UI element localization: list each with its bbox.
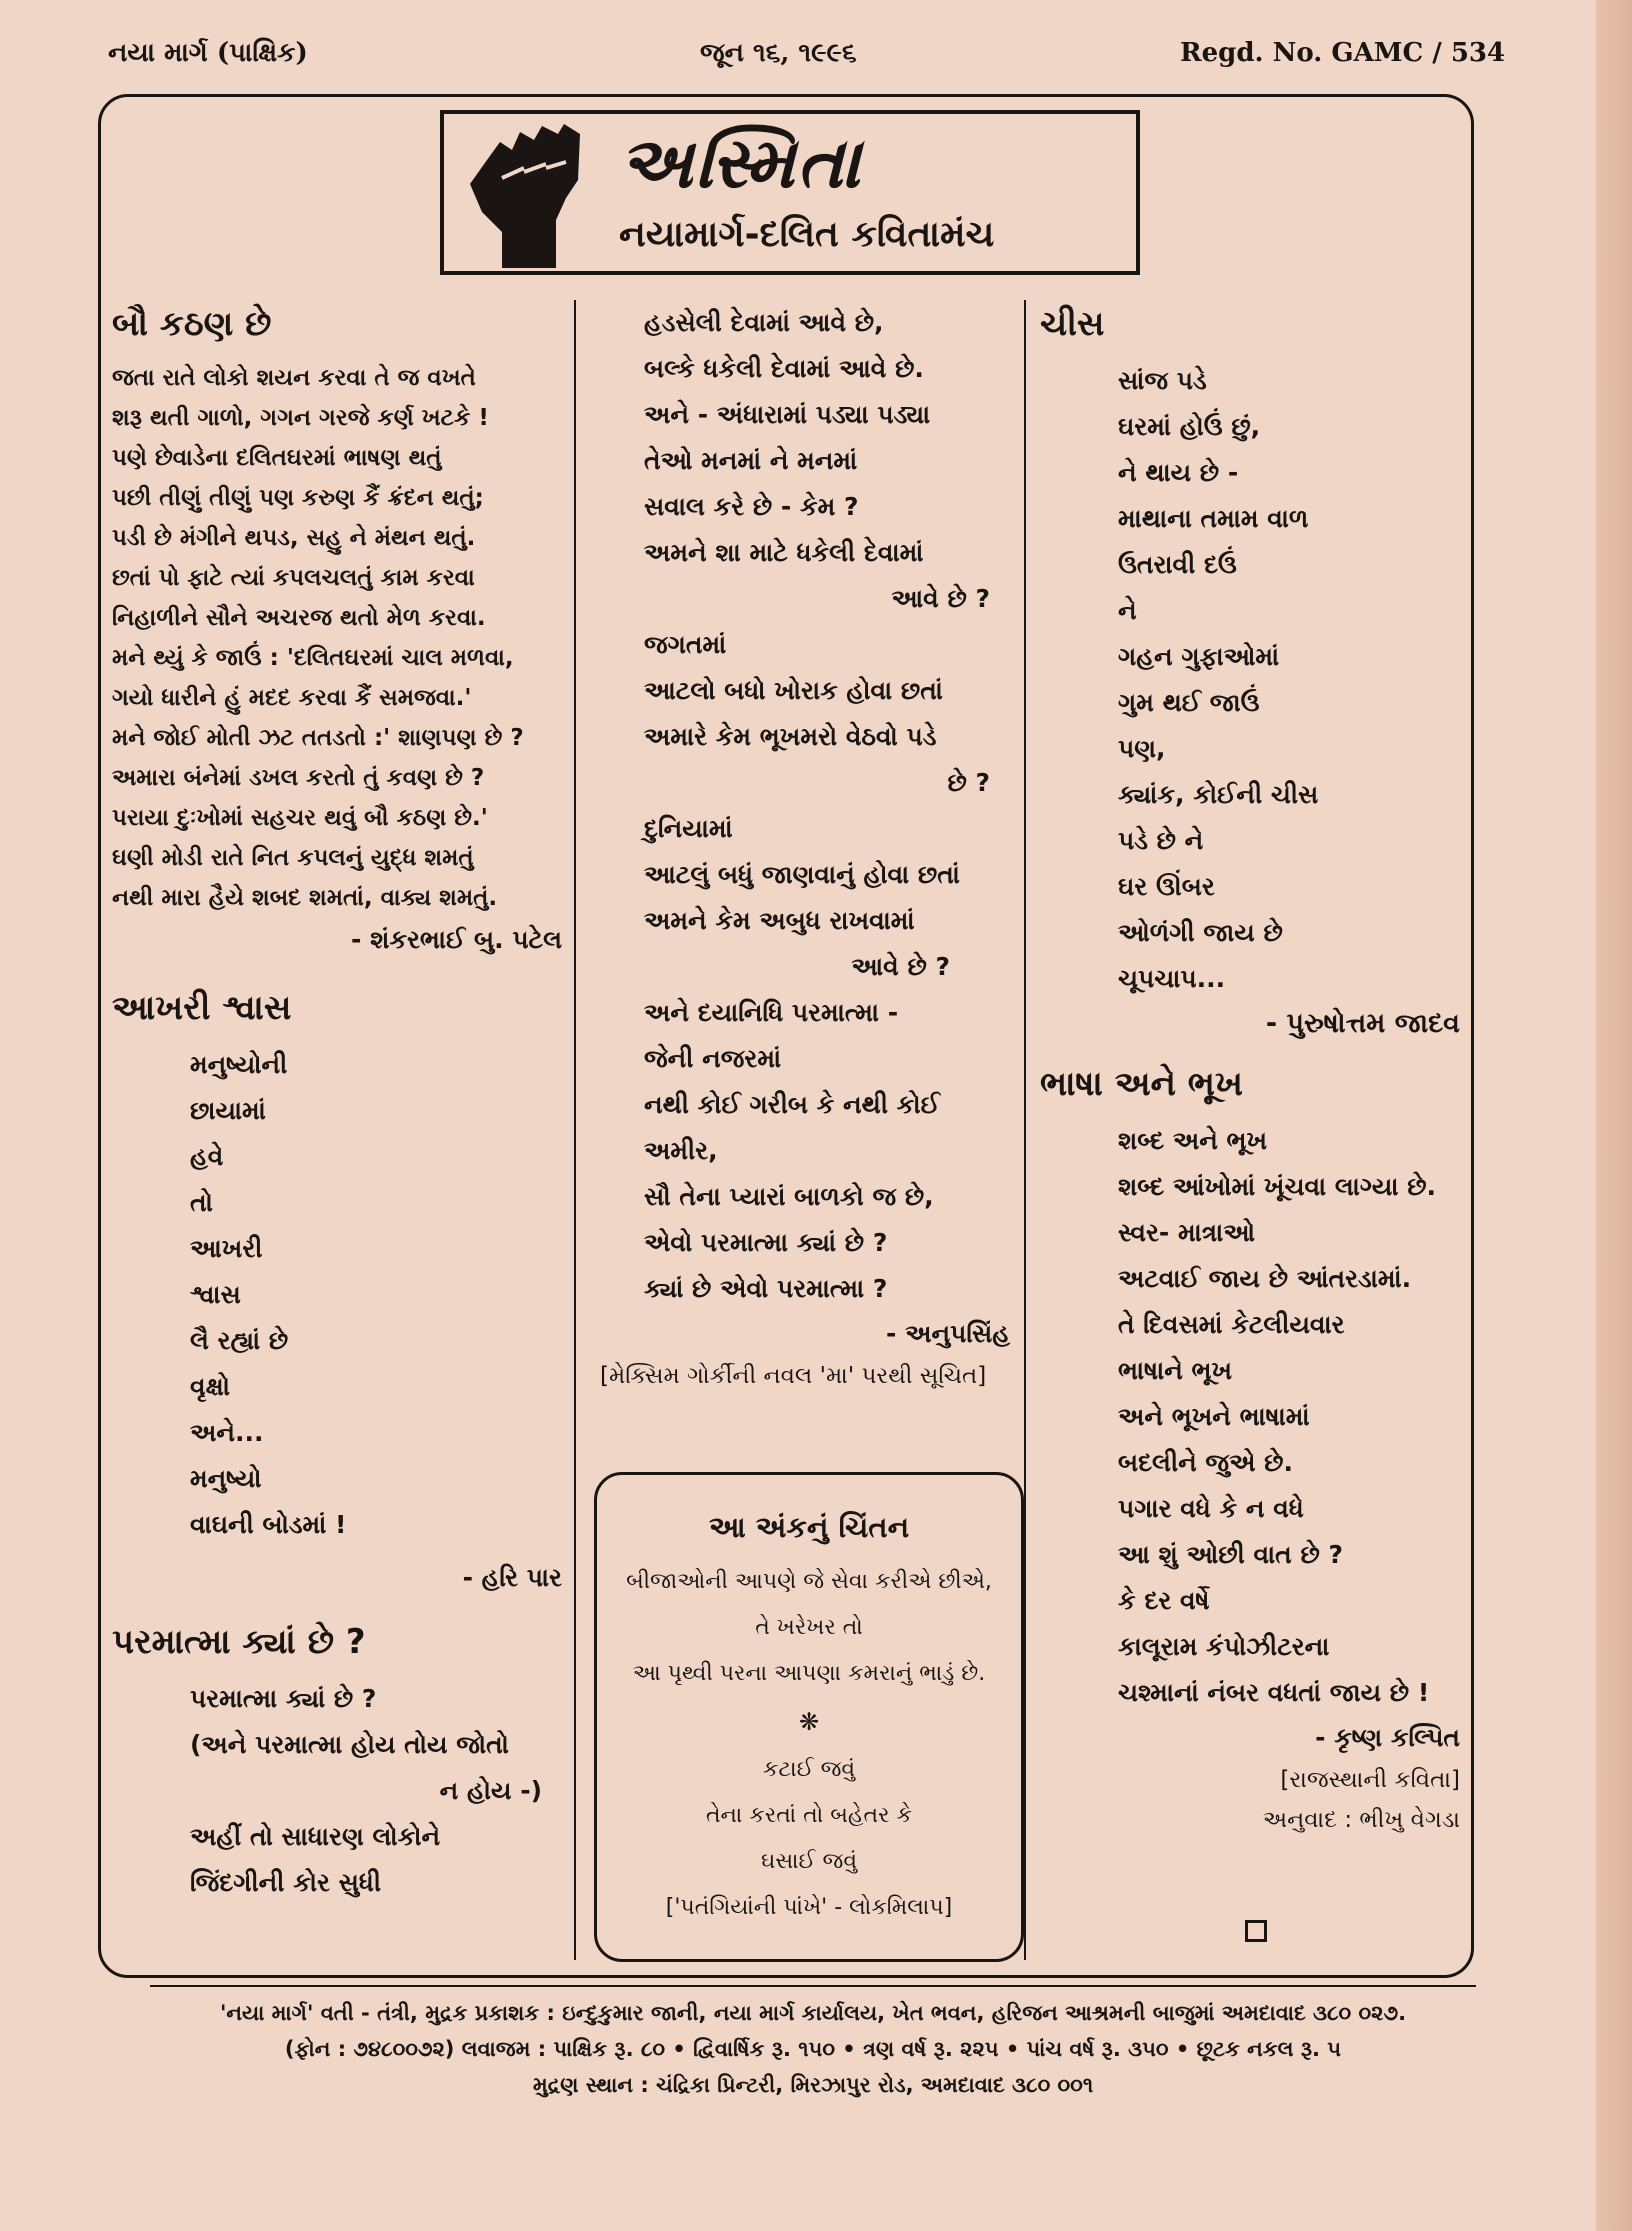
poem-line: મનુષ્યોની [190,1050,288,1079]
poem-line: વૃક્ષો [190,1372,230,1401]
poem-line: બલ્કે ધકેલી દેવામાં આવે છે. [644,354,924,383]
poem-line: કે દર વર્ષે [1118,1586,1210,1615]
poem-line: આવે છે ? [851,952,950,981]
poem-title: પરમાત્મા ક્યાં છે ? [112,1622,366,1662]
masthead-title: અસ્મિતા [619,122,863,204]
quote-source: ['પતંગિયાંની પાંખે' - લોકમિલાપ] [665,1895,953,1920]
poem-line: પડી છે મંગીને થપડ, સહુ ને મંથન થતું. [112,525,476,551]
poem-line: સવાલ કરે છે - કેમ ? [644,492,859,521]
poem-line: પરાયા દુઃખોમાં સહચર થવું બૌ કઠણ છે.' [112,805,488,831]
poem-line: દુનિયામાં [644,814,733,843]
footer-line: મુદ્રણ સ્થાન : ચંદ્રિકા પ્રિન્ટરી, મિરઝાપુર રોડ, અમદાવાદ ૩૮૦ ૦૦૧ [532,2073,1094,2097]
fist-icon [462,120,592,270]
publication-name: નયા માર્ગ (પાક્ષિક) [108,38,308,68]
poem-line: પડે છે ને [1118,826,1204,855]
end-mark-icon [1245,1920,1267,1942]
footer-line: (ફોન : ૭૪૮૦૦૭૨) લવાજમ : પાક્ષિક રૂ. ૮૦ • દ્વિવાર્ષિક રૂ. ૧૫૦ • ત્રણ વર્ષ રૂ. ૨૨૫ • પાંચ વર્ષ રૂ. ૩૫૦ • છૂટક નકલ રૂ. ૫ [284,2037,1342,2061]
poem-line: અમારે કેમ ભૂખમરો વેઠવો પડે [644,722,937,751]
column-divider [574,300,576,1960]
poem-line: તો [190,1188,213,1217]
poem-line: આખરી [190,1234,263,1263]
poem-title: બૌ કઠણ છે [112,304,272,344]
poem-line: અમારા બંનેમાં ડખલ કરતો તું કવણ છે ? [112,765,485,791]
poem-line: ગહન ગુફાઓમાં [1118,642,1280,671]
column-divider [1024,300,1026,1960]
quote-line: તેના કરતાં તો બહેતર કે [705,1803,913,1828]
poem-line: આટલું બધું જાણવાનું હોવા છતાં [644,860,960,889]
poem-line: ભાષાને ભૂખ [1118,1356,1233,1385]
footer-divider [150,1985,1476,1987]
poem-line: શ્વાસ [190,1280,241,1309]
poem-line: ગુમ થઈ જાઉં [1118,688,1260,717]
poem-line: જગતમાં [644,630,727,659]
column-right [1040,300,1460,1840]
poem-line: ઘરમાં હોઉં છું, [1118,412,1261,441]
page-edge [1596,0,1632,2231]
poem-line: ઓળંગી જાય છે [1118,918,1283,947]
column-left [112,300,562,1906]
quote-line: કટાઈ જવું [762,1757,856,1782]
poem-line: આટલો બધો ખોરાક હોવા છતાં [644,676,943,705]
poem-line: પગાર વધે કે ન વધે [1118,1494,1304,1523]
poem-line: શબ્દ અને ભૂખ [1118,1126,1268,1155]
poem-line: પછી તીણું તીણું પણ કરુણ કૈં ક્રંદન થતું; [112,485,484,511]
poem-author: - કૃષ્ણ કલ્પિત [1315,1723,1460,1752]
poem-line: હડસેલી દેવામાં આવે છે, [644,308,884,337]
box-title: આ અંકનું ચિંતન [708,1510,910,1544]
poem-line: પણે છેવાડેના દલિતઘરમાં ભાષણ થતું [112,445,442,471]
poem-line: તેઓ મનમાં ને મનમાં [644,446,858,475]
masthead-subtitle: નયામાર્ગ-દલિત કવિતામંચ [619,214,995,255]
poem-line: અમીર, [644,1136,718,1165]
poem-body [112,1676,562,1906]
poem-source: [રાજસ્થાની કવિતા] [1280,1767,1460,1793]
poem-line: માથાના તમામ વાળ [1118,504,1309,533]
poem-source: [મેક્સિમ ગોર્કીની નવલ 'મા' પરથી સૂચિત] [600,1363,987,1389]
poem-line: પરમાત્મા ક્યાં છે ? [190,1684,377,1713]
poem-translator: અનુવાદ : ભીખુ વેગડા [1262,1807,1460,1833]
poem-line: તે દિવસમાં કેટલીયવાર [1118,1310,1345,1339]
poem-body [112,358,562,918]
poem-line: અહીં તો સાધારણ લોકોને [190,1822,441,1851]
poem-line: ઉતરાવી દઉં [1118,550,1237,579]
poem-line: ઘર ઊંબર [1118,872,1215,901]
poem-line: આવે છે ? [891,584,990,613]
poem-line: લૈ રહ્યાં છે [190,1326,289,1355]
poem-line: સ્વર- માત્રાઓ [1118,1218,1256,1247]
quote-line: ઘસાઈ જવું [760,1849,858,1874]
poem-line: શબ્દ આંખોમાં ખૂંચવા લાગ્યા છે. [1118,1172,1437,1201]
poem-line: અટવાઈ જાય છે આંતરડામાં. [1118,1264,1412,1293]
poem-line: ક્યાંક, કોઈની ચીસ [1118,780,1319,809]
box-quote [597,1559,1021,1931]
poem-line: ને થાય છે - [1118,458,1239,487]
poem-line: આ શું ઓછી વાત છે ? [1118,1540,1343,1569]
poem-line: બદલીને જુએ છે. [1118,1448,1293,1477]
poem-line: જેની નજરમાં [644,1044,782,1073]
poem-title: આખરી શ્વાસ [112,988,292,1028]
footer-line: 'નયા માર્ગ' વતી - તંત્રી, મુદ્રક પ્રકાશક : ઇન્દુકુમાર જાની, નયા માર્ગ કાર્યાલય, ખેત ભવન, હરિજન આશ્રમની બાજુમાં અમદાવાદ ૩૮૦ ૦૨૭. [219,2001,1407,2025]
quote-line: બીજાઓની આપણે જે સેવા કરીએ છીએ, [626,1569,992,1594]
poem-author: - અનુપસિંહ [886,1319,1010,1348]
quote-line: આ પૃથ્વી પરના આપણા કમરાનું ભાડું છે. [632,1661,986,1686]
poem-title: ભાષા અને ભૂખ [1040,1064,1243,1104]
poem-line: સૌ તેના પ્યારાં બાળકો જ છે, [644,1182,934,1211]
poem-line: ચશ્માનાં નંબર વધતાં જાય છે ! [1118,1678,1430,1707]
poem-line: જતા રાતે લોકો શયન કરવા તે જ વખતે [112,365,476,391]
poem-line: મનુષ્યો [190,1464,262,1493]
poem-line: ક્યાં છે એવો પરમાત્મા ? [644,1274,888,1303]
separator-icon: ❋ [798,1708,820,1736]
poem-author: - પુરુષોત્તમ જાદવ [1265,1008,1460,1039]
poem-line: મને થ્યું કે જાઉં : 'દલિતઘરમાં ચાલ મળવા, [112,645,514,671]
poem-line: મને જોઈ મોતી ઝટ તતડતો :' શાણપણ છે ? [112,725,524,751]
registration-number: Regd. No. GAMC / 534 [1180,38,1506,68]
poem-line: ન હોય -) [439,1776,542,1805]
poem-line: અને ભૂખને ભાષામાં [1118,1402,1310,1431]
poem-author: - શંકરભાઈ બુ. પટેલ [350,925,562,954]
imprint-footer [150,1995,1476,2103]
poem-line: કાલૂરામ કંપોઝીટરના [1118,1632,1330,1661]
thought-of-issue-box [594,1472,1024,1962]
poem-line: હવે [190,1142,224,1171]
poem-line: નથી મારા હૈયે શબદ શમતાં, વાક્ય શમતું. [112,885,498,911]
poem-line: ને [1118,596,1137,625]
poem-line: અમને શા માટે ધકેલી દેવામાં [644,538,924,567]
poem-line: શરૂ થતી ગાળો, ગગન ગરજે કર્ણ ખટકે ! [112,405,489,431]
poem-line: છતાં પો ફાટે ત્યાં કપલચલતું કામ કરવા [112,565,475,591]
poem-line: અને - અંધારામાં પડ્યા પડ્યા [644,400,931,429]
poem-line: નિહાળીને સૌને અચરજ થતો મેળ કરવા. [112,605,486,631]
column-middle [600,300,1020,1396]
poem-continuation [600,300,1020,1312]
poem-line: અને દયાનિધિ પરમાત્મા - [644,998,899,1027]
poem-body [1040,1118,1460,1716]
poem-line: ઘણી મોડી રાતે નિત કપલનું યુદ્ધ શમતું [112,845,474,871]
poem-line: અને... [190,1418,264,1447]
quote-line: તે ખરેખર તો [755,1615,863,1640]
poem-line: એવો પરમાત્મા ક્યાં છે ? [644,1228,888,1257]
page-header [0,38,1596,78]
poem-line: વાઘની બોડમાં ! [190,1510,347,1539]
poem-line: ગયો ધારીને હું મદદ કરવા કૈં સમજવા.' [112,685,472,711]
poem-line: છે ? [947,768,990,797]
poem-title: ચીસ [1040,304,1105,344]
issue-date: જૂન ૧૬, ૧૯૯૬ [700,38,857,68]
poem-line: ચૂપચાપ... [1118,964,1226,993]
poem-author: - હરિ પાર [462,1563,562,1592]
poem-body [1040,358,1460,1002]
poem-line: સાંજ પડે [1118,366,1207,395]
masthead [440,110,1140,275]
poem-line: જિંદગીની કોર સુધી [190,1868,382,1897]
poem-body [112,1042,562,1548]
poem-line: (અને પરમાત્મા હોય તોય જોતો [190,1730,509,1759]
poem-line: અમને કેમ અબુધ રાખવામાં [644,906,915,935]
poem-line: પણ, [1118,734,1166,763]
poem-line: છાયામાં [190,1096,266,1125]
poem-line: નથી કોઈ ગરીબ કે નથી કોઈ [644,1090,940,1119]
